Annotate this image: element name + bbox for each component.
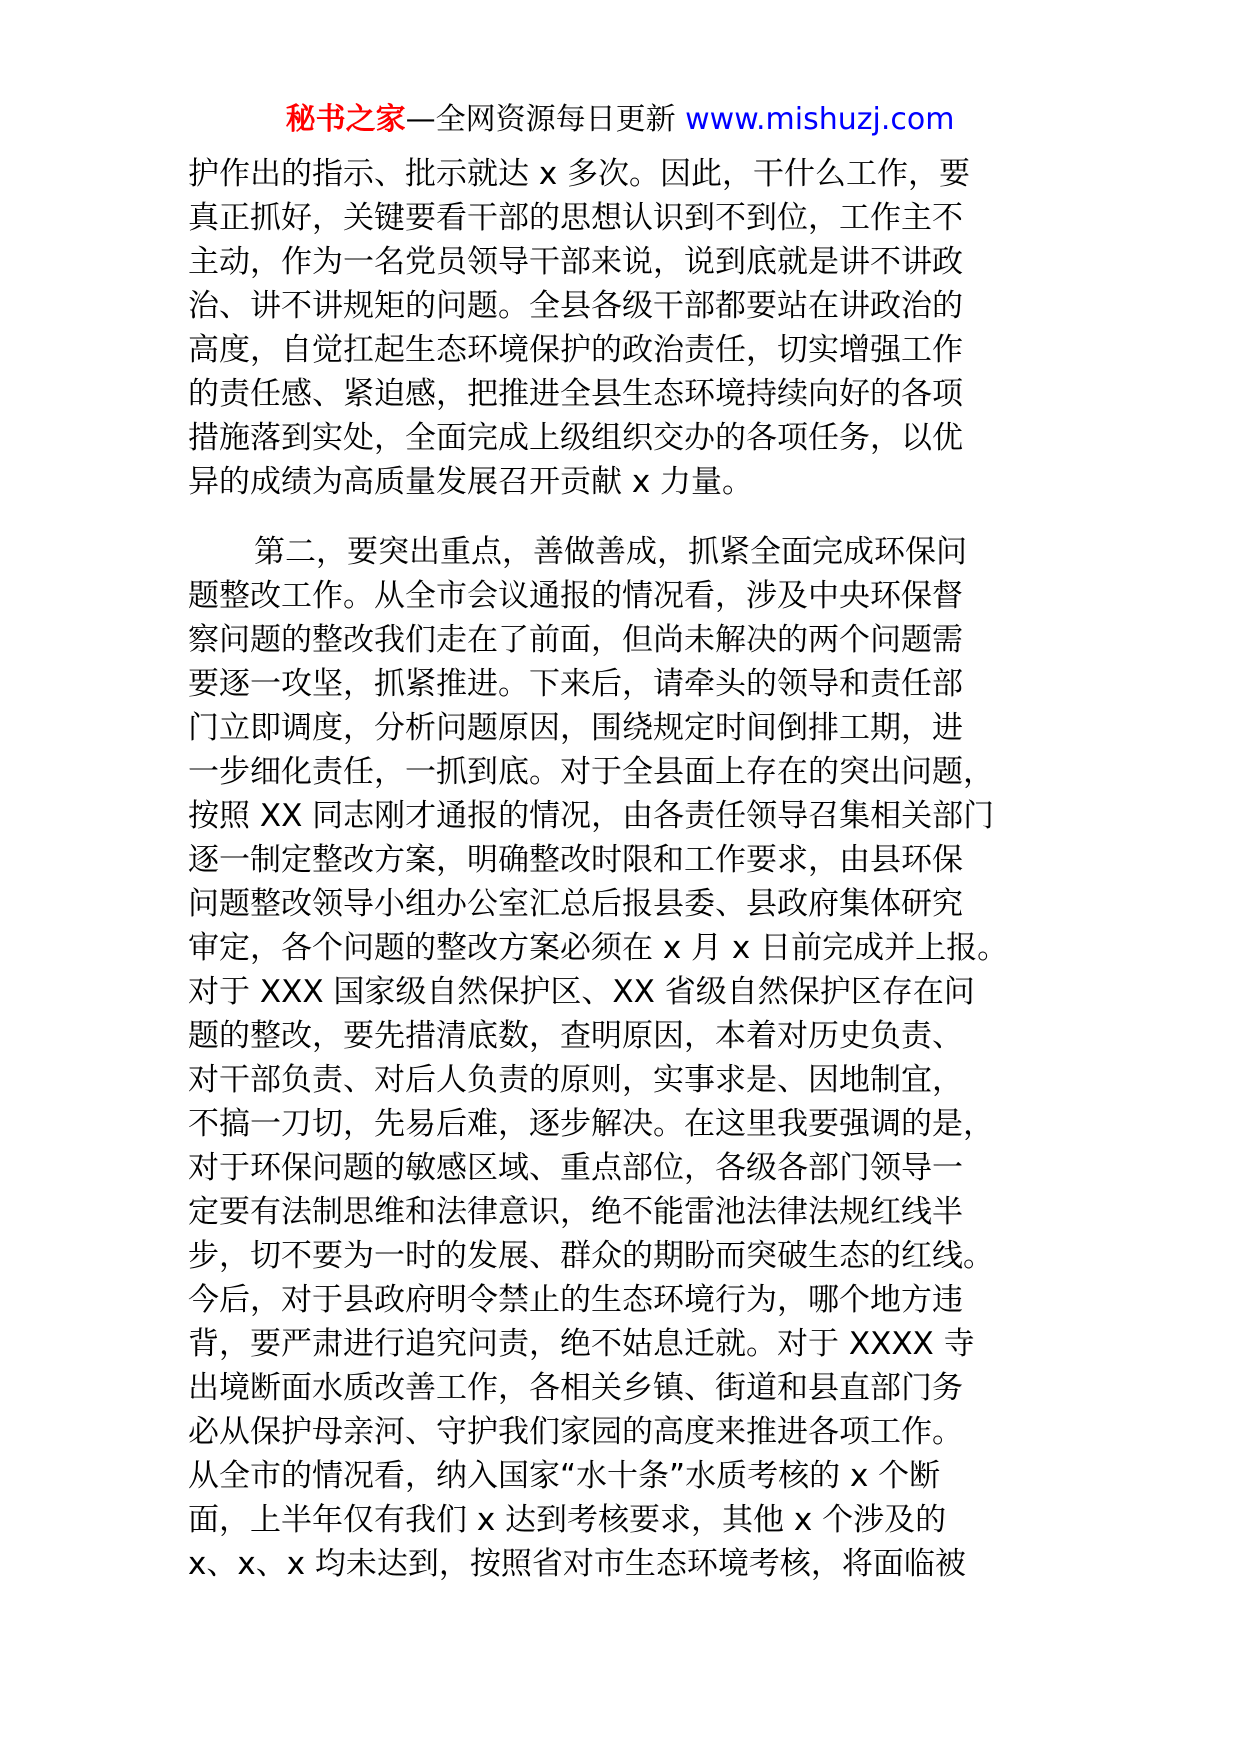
text-line: 审定，各个问题的整改方案必须在 x 月 x 日前完成并上报。	[188, 930, 1009, 966]
paragraph	[188, 530, 1068, 1586]
text-line: 的责任感、紧迫感，把推进全县生态环境持续向好的各项	[188, 376, 963, 412]
site-url[interactable]: www.mishuzj.com	[685, 102, 955, 137]
text-line: 对于环保问题的敏感区域、重点部位，各级各部门领导一	[188, 1150, 963, 1186]
text-line: 一步细化责任，一抓到底。对于全县面上存在的突出问题，	[188, 754, 994, 790]
document-body	[188, 152, 1068, 1586]
text-line: 对于 XXX 国家级自然保护区、XX 省级自然保护区存在问	[188, 974, 975, 1010]
text-line: 今后，对于县政府明令禁止的生态环境行为，哪个地方违	[188, 1282, 963, 1318]
paragraph	[188, 152, 1068, 504]
text-line: 察问题的整改我们走在了前面，但尚未解决的两个问题需	[188, 622, 963, 658]
text-line: 出境断面水质改善工作，各相关乡镇、街道和县直部门务	[188, 1370, 963, 1406]
text-line: 要逐一攻坚，抓紧推进。下来后，请牵头的领导和责任部	[188, 666, 963, 702]
text-line: 第二，要突出重点，善做善成，抓紧全面完成环保问	[254, 534, 967, 570]
text-line: 面，上半年仅有我们 x 达到考核要求，其他 x 个涉及的	[188, 1502, 947, 1538]
text-line: 逐一制定整改方案，明确整改时限和工作要求，由县环保	[188, 842, 963, 878]
text-line: 对干部负责、对后人负责的原则，实事求是、因地制宜，	[188, 1062, 963, 1098]
text-line: 治、讲不讲规矩的问题。全县各级干部都要站在讲政治的	[188, 288, 963, 324]
text-line: 题整改工作。从全市会议通报的情况看，涉及中央环保督	[188, 578, 963, 614]
text-line: 背，要严肃进行追究问责，绝不姑息迁就。对于 XXXX 寺	[188, 1326, 975, 1362]
text-line: 门立即调度，分析问题原因，围绕规定时间倒排工期，进	[188, 710, 963, 746]
text-line: x、x、x 均未达到，按照省对市生态环境考核，将面临被	[188, 1546, 966, 1582]
text-line: 异的成绩为高质量发展召开贡献 x 力量。	[188, 464, 754, 500]
site-header	[0, 100, 1240, 140]
text-line: 从全市的情况看，纳入国家“水十条”水质考核的 x 个断	[188, 1458, 941, 1494]
text-line: 措施落到实处，全面完成上级组织交办的各项任务，以优	[188, 420, 963, 456]
text-line: 题的整改，要先措清底数，查明原因，本着对历史负责、	[188, 1018, 963, 1054]
text-line: 真正抓好，关键要看干部的思想认识到不到位，工作主不	[188, 200, 963, 236]
paragraph-spacer	[188, 504, 1068, 530]
text-line: 必从保护母亲河、守护我们家园的高度来推进各项工作。	[188, 1414, 963, 1450]
text-line: 按照 XX 同志刚才通报的情况，由各责任领导召集相关部门	[188, 798, 995, 834]
text-line: 护作出的指示、批示就达 x 多次。因此，干什么工作，要	[188, 156, 971, 192]
site-brand: 秘书之家	[285, 102, 406, 137]
text-line: 高度，自觉扛起生态环境保护的政治责任，切实增强工作	[188, 332, 963, 368]
text-line: 步，切不要为一时的发展、群众的期盼而突破生态的红线。	[188, 1238, 994, 1274]
text-line: 主动，作为一名党员领导干部来说，说到底就是讲不讲政	[188, 244, 963, 280]
text-line: 不搞一刀切，先易后难，逐步解决。在这里我要强调的是，	[188, 1106, 994, 1142]
text-line: 问题整改领导小组办公室汇总后报县委、县政府集体研究	[188, 886, 963, 922]
text-line: 定要有法制思维和法律意识，绝不能雷池法律法规红线半	[188, 1194, 963, 1230]
site-tagline: —全网资源每日更新	[405, 102, 686, 137]
